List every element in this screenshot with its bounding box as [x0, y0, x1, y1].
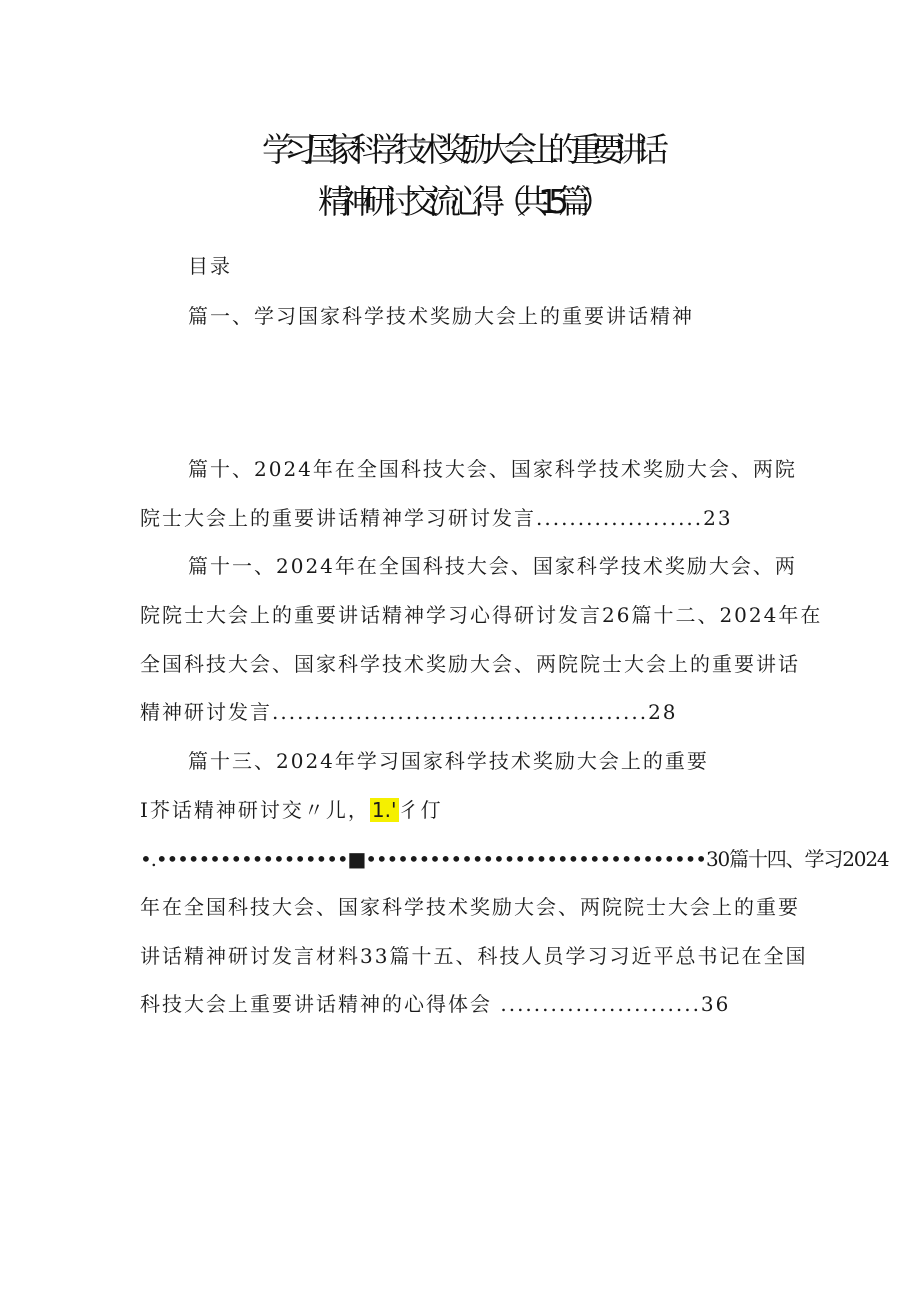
document-title-line-2: 精神研讨交流心得（共15篇） — [318, 182, 602, 221]
toc-entry-15-line-1: 科技大会上重要讲话精神的心得体会 ........................36 — [140, 992, 731, 1016]
highlighted-text: 1.' — [371, 798, 397, 822]
toc-entry-13-line-1: 篇十三、2024年学习国家科学技术奖励大会上的重要 — [188, 749, 709, 773]
toc-entry-11-line-1: 篇十一、2024年在全国科技大会、国家科学技术奖励大会、两 — [188, 554, 797, 578]
toc-entry-14-line-2: 讲话精神研讨发言材料33篇十五、科技人员学习习近平总书记在全国 — [140, 944, 808, 968]
toc-entry-10-line-1: 篇十、2024年在全国科技大会、国家科学技术奖励大会、两院 — [188, 457, 797, 481]
toc-entry-1: 篇一、学习国家科学技术奖励大会上的重要讲话精神 — [188, 304, 694, 328]
toc-entry-10-line-2: 院士大会上的重要讲话精神学习研讨发言....................23 — [140, 506, 733, 530]
ocr-garbled-text-tail: 彳仃 — [398, 798, 443, 822]
toc-entry-14-line-1: 年在全国科技大会、国家科学技术奖励大会、两院院士大会上的重要 — [140, 895, 800, 919]
toc-entry-13-line-2 — [140, 794, 443, 823]
toc-heading: 目录 — [188, 254, 232, 278]
ocr-garbled-text: I芥话精神研讨交〃儿， — [140, 798, 370, 822]
document-title-line-1: 学习国家科学技术奖励大会上的重要讲话 — [262, 130, 658, 169]
toc-entry-13-line-3: •.••••••••••••••••••■••••••••••••••••••••••••••••••••30篇十四、学习2024 — [140, 847, 889, 871]
toc-entry-12-line-1: 全国科技大会、国家科学技术奖励大会、两院院士大会上的重要讲话 — [140, 652, 800, 676]
toc-entry-11-line-2: 院院士大会上的重要讲话精神学习心得研讨发言26篇十二、2024年在 — [140, 603, 823, 627]
toc-entry-12-line-2: 精神研讨发言.............................................28 — [140, 700, 678, 724]
